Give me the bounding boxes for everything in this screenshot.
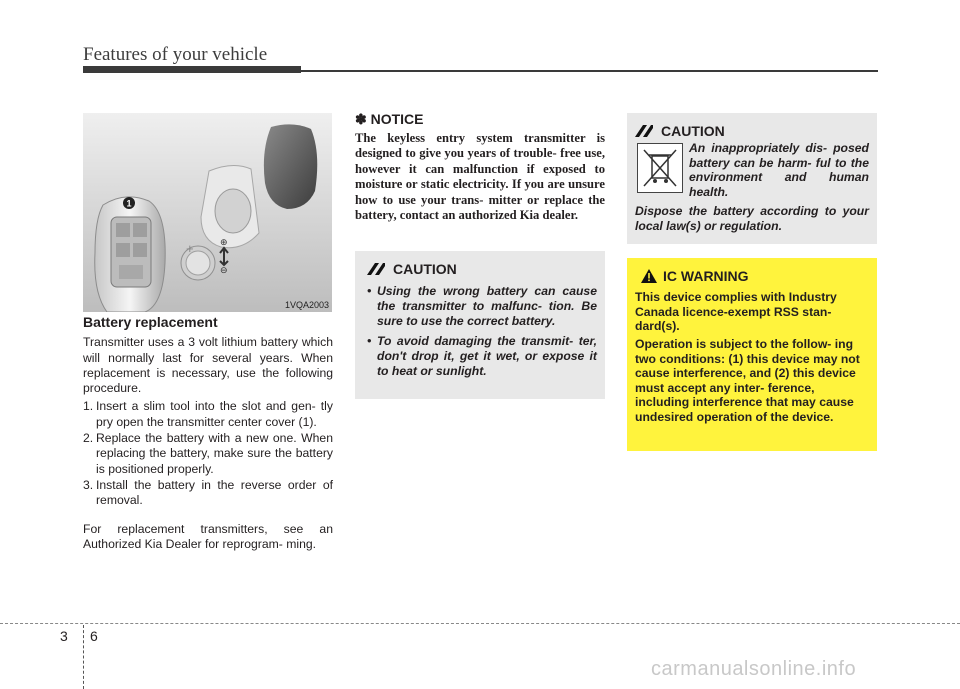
step-item <box>83 478 333 509</box>
caution-bullets <box>367 284 597 384</box>
caution-bullet: • To avoid damaging the transmit- ter, don't drop it, get it wet, or expose it to heat or sunlight. <box>367 334 597 378</box>
step-number: 1. <box>83 399 94 414</box>
caution-box-disposal <box>627 113 877 244</box>
intro-paragraph: Transmitter uses a 3 volt lithium battery which will normally last for several years. When replacement is necessary, use the following procedure. <box>83 335 333 396</box>
ic-warning-paragraph-1: This device complies with Industry Canada licence-exempt RSS stan- dard(s). <box>635 290 837 334</box>
crossed-bin-icon <box>637 143 683 193</box>
ic-warning-box <box>627 258 877 451</box>
caution-icon <box>635 125 653 137</box>
page-number-separator <box>83 625 84 689</box>
step-text: Replace the battery with a new one. When replacing the battery, make sure the battery is positioned properly. <box>96 431 333 476</box>
watermark-text: carmanualsonline.info <box>651 658 857 680</box>
notice-title: ✽ NOTICE <box>355 111 424 127</box>
caution-box-battery <box>355 251 605 399</box>
step-text: Install the battery in the reverse order of removal. <box>96 477 333 508</box>
step-item <box>83 399 333 430</box>
notice-section <box>355 111 605 223</box>
outro-paragraph: For replacement transmitters, see an Authorized Kia Dealer for reprogram- ming. <box>83 521 333 551</box>
ic-warning-title: IC WARNING <box>663 268 749 284</box>
page-number: 6 <box>90 628 98 644</box>
caution-bullet: • Using the wrong battery can cause the transmitter to malfunc- tion. Be sure to use the correct battery. <box>367 284 597 328</box>
caution-title: CAUTION <box>393 261 457 277</box>
header-rule <box>301 70 878 72</box>
transmitter-illustration <box>83 113 332 312</box>
footer-rule <box>0 623 960 624</box>
caution-bullet-text: To avoid damaging the transmit- ter, don't drop it, get it wet, or expose it to heat or sunlight. <box>377 334 597 378</box>
section-heading: Battery replacement <box>83 314 218 330</box>
step-number: 3. <box>83 477 94 492</box>
battery-positive-mark: ⊕ <box>220 238 228 248</box>
caution-icon <box>367 263 385 275</box>
step-number: 2. <box>83 431 94 446</box>
callout-number: 1 <box>126 198 132 209</box>
chapter-number: 3 <box>60 628 68 644</box>
caution-header <box>367 261 457 277</box>
ic-warning-paragraph-2: Operation is subject to the follow- ing two conditions: (1) this device may not cause interference, and (2) this device must accept any inter- ference, including interference that may cause undesired operation of the device. <box>635 337 860 424</box>
page-header-title: Features of your vehicle <box>83 44 268 65</box>
disposal-instruction: Dispose the battery according to your local law(s) or regulation. <box>635 204 869 233</box>
disposal-warning: An inappropriately dis- posed battery can be harm- ful to the environment and human health. <box>689 141 869 199</box>
steps-list <box>83 399 333 508</box>
caution-bullet-text: Using the wrong battery can cause the transmitter to malfunc- tion. Be sure to use the correct battery. <box>377 284 597 328</box>
battery-plus-sign: + <box>186 241 194 256</box>
ic-warning-header <box>641 268 749 284</box>
battery-replacement-section <box>83 315 333 552</box>
step-item <box>83 431 333 477</box>
transmitter-photo <box>83 113 332 312</box>
header-bar <box>83 66 301 73</box>
caution-title: CAUTION <box>661 123 725 139</box>
photo-caption: 1VQA2003 <box>284 300 329 310</box>
caution-header <box>635 123 725 139</box>
battery-negative-mark: ⊖ <box>220 266 228 276</box>
notice-body: The keyless entry system transmitter is designed to give you years of trouble- free use, however it can malfunction if exposed to moisture or static electricity. If you are unsure how to use your trans- mitter or replace the battery, contact an authorized Kia dealer. <box>355 131 605 223</box>
warning-triangle-icon <box>641 269 657 283</box>
step-text: Insert a slim tool into the slot and gen- tly pry open the transmitter center cover (1). <box>96 399 333 429</box>
